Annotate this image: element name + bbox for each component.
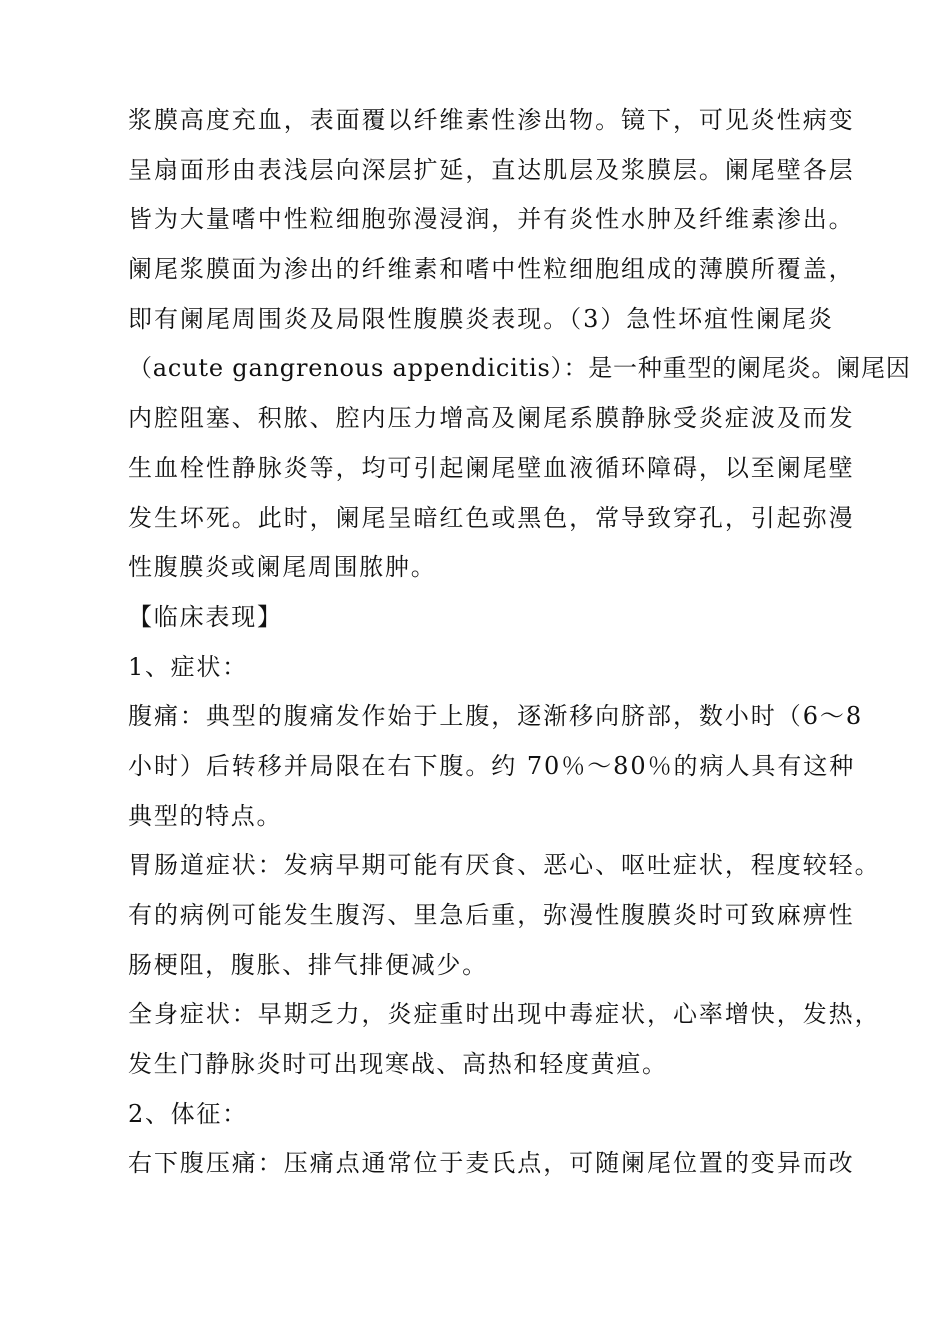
text-line-10: 性腹膜炎或阑尾周围脓肿。 (128, 553, 437, 582)
section-heading-clinical-manifestations: 【临床表现】 (128, 602, 283, 631)
text-line-1: 浆膜高度充血，表面覆以纤维素性渗出物。镜下，可见炎性病变 (128, 106, 855, 134)
text-line-4: 阑尾浆膜面为渗出的纤维素和嗜中性粒细胞组成的薄膜所覆盖， (128, 255, 855, 284)
text-line-8: 生血栓性静脉炎等，均可引起阑尾壁血液循环障碍，以至阑尾壁 (128, 453, 855, 482)
subheading-signs: 2、体征： (128, 1099, 248, 1128)
text-line-7: 内腔阻塞、积脓、腔内压力增高及阑尾系膜静脉受炎症波及而发 (128, 404, 855, 433)
document-text (128, 96, 911, 1189)
text-line-17: 有的病例可能发生腹泻、里急后重，弥漫性腹膜炎时可致麻痹性 (128, 901, 855, 929)
text-line-20: 发生门静脉炎时可出现寒战、高热和轻度黄疸。 (128, 1050, 668, 1079)
text-line-13: 腹痛：典型的腹痛发作始于上腹，逐渐移向脐部，数小时（6～8 (128, 702, 864, 731)
text-line-14: 小时）后转移并局限在右下腹。约 70％～80％的病人具有这种 (128, 751, 856, 780)
text-line-3: 皆为大量嗜中性粒细胞弥漫浸润，并有炎性水肿及纤维素渗出。 (128, 205, 855, 234)
text-line-9: 发生坏死。此时，阑尾呈暗红色或黑色，常导致穿孔，引起弥漫 (128, 503, 855, 532)
text-line-18: 肠梗阻，腹胀、排气排便减少。 (128, 950, 488, 979)
text-line-22: 右下腹压痛：压痛点通常位于麦氏点，可随阑尾位置的变异而改 (128, 1149, 855, 1178)
text-line-6: （acute gangrenous appendicitis）：是一种重型的阑尾炎。阑尾因 (128, 354, 911, 383)
text-line-5: 即有阑尾周围炎及局限性腹膜炎表现。（3）急性坏疽性阑尾炎 (128, 304, 834, 333)
text-line-15: 典型的特点。 (128, 801, 283, 830)
text-line-2: 呈扇面形由表浅层向深层扩延，直达肌层及浆膜层。阑尾壁各层 (128, 155, 855, 184)
subheading-symptoms: 1、症状： (128, 652, 248, 681)
text-line-19: 全身症状：早期乏力，炎症重时出现中毒症状，心率增快，发热， (128, 1000, 881, 1029)
text-line-16: 胃肠道症状：发病早期可能有厌食、恶心、呕吐症状，程度较轻。 (128, 851, 881, 880)
